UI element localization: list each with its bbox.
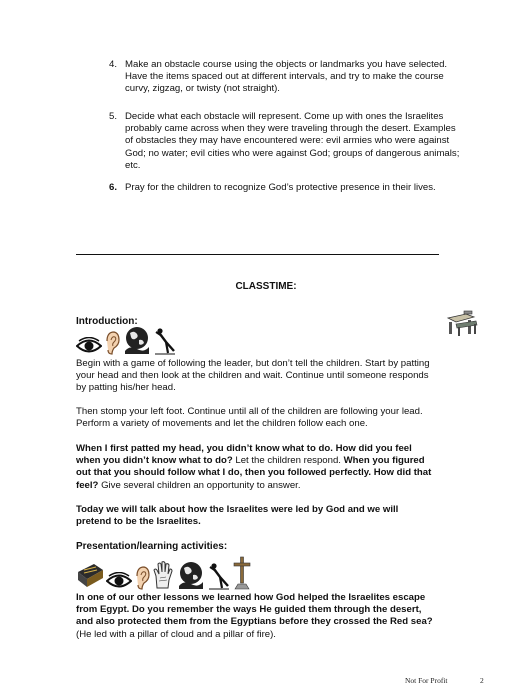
- step-text: Make an obstacle course using the objects or landmarks you have selected. Have the items spaced out at different intervals, and try to make the course curvy, zigzag, or twisty (not straight).: [125, 59, 448, 95]
- eye-icon: [76, 337, 102, 355]
- eye-icon: [106, 572, 132, 590]
- intro-question-2: When you figured out that you should follow what I do, then you followed perfectly. How did that feel?: [76, 455, 432, 491]
- intro-paragraph-4: Today we will talk about how the Israelites were led by God and we will pretend to be the Israelites.: [76, 504, 399, 528]
- presentation-paragraph: [76, 592, 436, 641]
- hand-icon: [152, 560, 174, 590]
- ear-icon: [104, 331, 120, 355]
- introduction-heading: Introduction:: [76, 316, 138, 327]
- section-divider: [76, 254, 439, 255]
- intro-question-1: When I first patted my head, you didn’t know what to do. How did you feel when you didn’t know what to do?: [76, 443, 412, 467]
- step-6: [109, 182, 479, 210]
- intro-paragraph-2: Then stomp your left foot. Continue until all of the children are following your lead. Perform a variety of movements and let the children follow each one.: [76, 406, 423, 430]
- introduction-icons: [76, 325, 176, 355]
- presentation-question: In one of our other lessons we learned how God helped the Israelites escape from Egypt. Do you remember the ways He guided them through the desert, and also protected them from the Egyptians before they crossed the Red sea?: [76, 592, 433, 628]
- cross-icon: [232, 556, 252, 590]
- step-5: [109, 111, 479, 175]
- bible-icon: [76, 560, 104, 590]
- footer-label: Not For Profit: [405, 676, 448, 685]
- stretching-person-icon: [154, 327, 176, 355]
- intro-paragraph-3: [76, 443, 436, 492]
- presentation-heading: Presentation/learning activities:: [76, 541, 228, 552]
- presentation-answer: (He led with a pillar of cloud and a pillar of fire).: [76, 628, 276, 640]
- classtime-heading: CLASSTIME:: [235, 281, 297, 292]
- ear-icon: [134, 566, 150, 590]
- intro-instruction-2: Give several children an opportunity to answer.: [98, 479, 301, 491]
- step-text: Decide what each obstacle will represent. Come up with ones the Israelites probably came across when they were traveling through the desert. Examples of obstacles they may have encountered were: evil armies who were against God; no water; evil cities who were against God; groups of dangerous animals; etc.: [125, 111, 460, 171]
- step-number: 6.: [109, 182, 118, 193]
- step-number: 5.: [109, 111, 118, 122]
- school-desk-icon: [444, 308, 480, 338]
- globe-hand-icon: [176, 560, 206, 590]
- globe-hand-icon: [122, 325, 152, 355]
- intro-paragraph-1: Begin with a game of following the leader, but don’t tell the children. Start by patting your head and then look at the children and wait. Continue until someone responds by patting his/her head.: [76, 358, 430, 394]
- presentation-icons: [76, 556, 252, 590]
- step-number: 4.: [109, 59, 118, 70]
- step-text: Pray for the children to recognize God’s protective presence in their lives.: [125, 182, 436, 193]
- intro-instruction-1: Let the children respond.: [232, 455, 344, 467]
- page-number: 2: [480, 676, 484, 685]
- step-4: [109, 59, 479, 99]
- stretching-person-icon: [208, 562, 230, 590]
